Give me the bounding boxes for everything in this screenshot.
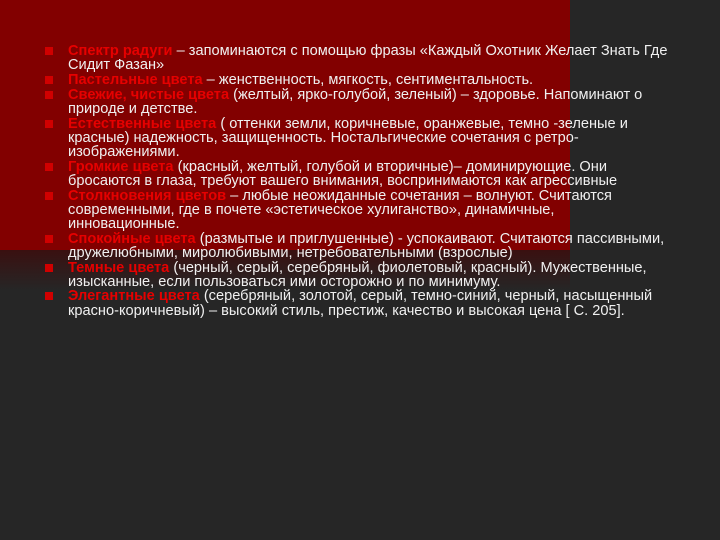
square-bullet-icon	[45, 47, 53, 55]
item-text: ( оттенки земли, коричневые, оранжевые, темно -зеленые и красные) надежность, защищенность. Ностальгические сочетания с ретро-изображениями.	[68, 115, 628, 160]
item-keyword: Громкие цвета	[68, 158, 174, 175]
item-keyword: Столкновения цветов	[68, 187, 227, 204]
list-item	[45, 160, 670, 188]
list-item	[45, 232, 670, 260]
item-text: (красный, желтый, голубой и вторичные)– доминирующие. Они бросаются в глаза, требуют вашего внимания, воспринимаются как агрессивные	[68, 158, 618, 189]
square-bullet-icon	[45, 192, 53, 200]
item-keyword: Темные цвета	[68, 259, 170, 276]
list-item	[45, 189, 670, 232]
item-text: – женственность, мягкость, сентиментальность.	[202, 71, 534, 88]
item-text: (серебряный, золотой, серый, темно-синий, черный, насыщенный красно-коричневый) – высокий стиль, престиж, качество и высокая цена [ С. 205].	[68, 288, 653, 319]
square-bullet-icon	[45, 292, 53, 300]
list-item	[45, 117, 670, 160]
item-keyword: Свежие, чистые цвета	[68, 86, 230, 103]
color-types-list	[45, 44, 670, 318]
square-bullet-icon	[45, 76, 53, 84]
item-text: (черный, серый, серебряный, фиолетовый, красный). Мужественные, изысканные, если пользоваться ими осторожно и по минимуму.	[68, 259, 647, 290]
item-keyword: Элегантные цвета	[68, 288, 200, 305]
item-keyword: Пастельные цвета	[68, 71, 203, 88]
list-item	[45, 88, 670, 116]
item-keyword: Спокойные цвета	[68, 230, 196, 247]
square-bullet-icon	[45, 235, 53, 243]
list-item	[45, 261, 670, 289]
item-text: (размытые и приглушенные) - успокаивают. Считаются пассивными, дружелюбными, миролюбивыми, нетребовательными (взрослые)	[68, 230, 665, 261]
square-bullet-icon	[45, 91, 53, 99]
item-keyword: Естественные цвета	[68, 115, 217, 132]
square-bullet-icon	[45, 120, 53, 128]
item-keyword: Спектр радуги	[68, 43, 173, 59]
item-text: (желтый, ярко-голубой, зеленый) – здоровье. Напоминают о природе и детстве.	[68, 86, 643, 117]
list-item	[45, 73, 670, 87]
list-item	[45, 289, 670, 317]
square-bullet-icon	[45, 264, 53, 272]
item-text: – запоминаются с помощью фразы «Каждый Охотник Желает Знать Где Сидит Фазан»	[68, 43, 668, 74]
square-bullet-icon	[45, 163, 53, 171]
list-item	[45, 44, 670, 72]
item-text: – любые неожиданные сочетания – волнуют. Считаются современными, где в почете «эстетическое хулиганство», динамичные, инновационные.	[68, 187, 612, 232]
